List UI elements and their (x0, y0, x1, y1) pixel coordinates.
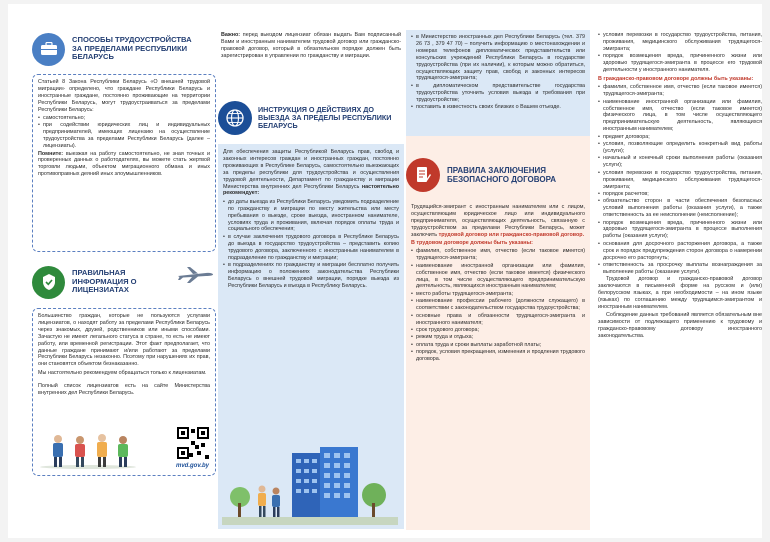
licensee-info-box (32, 308, 216, 476)
important-label: Важно: (221, 32, 241, 38)
list-item: • фамилия, собственное имя, отчество (если таковое имеется) трудящегося-эмигранта; (598, 84, 762, 98)
recommendation-paragraph: Мы настоятельно рекомендуем обращаться только к лицензиатам. (38, 369, 207, 376)
list-item: • срок трудового договора; (411, 327, 585, 334)
labor-contract-list (411, 248, 585, 363)
list-item: • порядок возмещения вреда, причиненного жизни или здоровью трудящегося-эмигранта в процессе его трудовой деятельности у иностранного нанимателя. (598, 53, 762, 74)
list-item: • условия перевозки в государство трудоустройства, питания, проживания, медицинского обслуживания трудящегося-эмигранта; (598, 170, 762, 191)
intro-text: Трудящийся-эмигрант с иностранным нанимателем или с лицом, осуществляющим юридическое лицо или индивидуального предпринимателя, осуществляющих деятельность, связанную с трудоустройством за пределами Республики Беларусь, может заключить (411, 204, 585, 238)
list-item: • предмет договора; (598, 134, 762, 141)
section-header-employment (32, 30, 216, 68)
list-item: • в подразделениях по гражданству и миграции бесплатно получить информацию о положениях законодательства Республики Беларусь о внешней трудовой миграции, порядке выезда из Республики Беларусь и въезда в Республику Беларусь. (223, 262, 399, 290)
important-note (218, 30, 404, 96)
airplane-icon (176, 264, 214, 284)
list-item: • наименование иностранной организации или фамилия, собственное имя, отчество (если таковое имеется) физического лица, в том числе осуществляющего предпринимательскую деятельность, являющихся иностранным нанимателем; (598, 99, 762, 134)
list-item: • условия, позволяющие определить конкретный вид работы (услуги); (598, 141, 762, 155)
warning-paragraph (38, 151, 210, 179)
labor-contract-heading: В трудовом договоре должны быть указаны: (411, 240, 533, 247)
list-item: • начальный и конечный сроки выполнения работы (оказания услуги); (598, 155, 762, 169)
section-header-instructions (218, 96, 404, 140)
language-paragraph: Трудовой договор и гражданско-правовой договор заключаются в письменной форме на русском и (или) белорусском языках, а при необходимости – на ином языке (языках) по соглашению между трудящимся-эмигрантом и иностранным нанимателем. (598, 276, 762, 310)
badge-check-icon (32, 266, 65, 299)
list-item: • основные права и обязанности трудящегося-эмигранта и иностранного нанимателя; (411, 313, 585, 327)
leaflet-sheet (8, 4, 762, 538)
licensee-list-paragraph: Полный список лицензиатов есть на сайте Министерства внутренних дел Республики Беларусь. (38, 382, 210, 396)
list-item: • оплата труда и сроки выплаты заработной платы; (411, 342, 585, 349)
contact-box (406, 30, 590, 136)
instructions-box (218, 144, 404, 529)
qr-code[interactable] (177, 427, 209, 459)
contract-content (406, 204, 590, 363)
paragraph: Большинство граждан, которые не пользуются услугами лицензиатов, о находят работу за пределами Республики Беларусь через знакомых, друзей, родственников или иными способами. Зачастую не имеют легального статуса в стране, то есть не имеют работу, или временной регистрации. Этот факт предполагает, что данные граждане принимают и/или работают за пределами Республики Беларусь незаконно. Поэтому при нарушениях их прав, они становятся объектом безнаказанно. (38, 313, 210, 368)
contact-list (411, 34, 585, 111)
list-item: • в дипломатическом представительстве государства трудоустройства уточнить условия выезда и требования при трудоустройстве; (411, 83, 585, 104)
list-item: • поставить в известность своих близких о Вашем отъезде. (411, 104, 585, 111)
intro-paragraph (411, 204, 585, 239)
briefcase-icon (32, 33, 65, 66)
list-item: • в Министерство иностранных дел Республики Беларусь (тел. 379 26 73 , 379 47 70) – получить информацию о местонахождении и номерах телефонов дипломатических представительств или консульских учреждений Республики Беларусь в государстве трудоустройства (при их наличии), к которым можно обратиться, осуществляющих защиту прав, свобод и законных интересов трудящегося-эмигранта; (411, 34, 585, 82)
section-header-contract (406, 152, 590, 198)
intro-paragraph (223, 149, 399, 197)
compliance-paragraph: Соблюдение данных требований является обязательным вне зависимости от подлежащего применению к трудовому и гражданско-правовому договору иностранного законодательства. (598, 312, 762, 340)
intro-emphasis: трудовой договор или гражданско-правовой договор. (438, 231, 585, 238)
list-item: • фамилия, собственное имя, отчество (если таковое имеется) трудящегося-эмигранта; (411, 248, 585, 262)
list-item: • порядок, условия прекращения, изменения и продления трудового договора. (411, 349, 585, 363)
section-title: ПРАВИЛА ЗАКЛЮЧЕНИЯ БЕЗОПАСНОГО ДОГОВОРА (447, 166, 556, 184)
list-item: • самостоятельно; (38, 115, 210, 122)
employment-info-box (32, 74, 216, 252)
intro-emphasis: настоятельно рекомендует: (223, 183, 399, 197)
important-text: перед выездом лицензиат обязан выдать Вам подписанный Вами и иностранным нанимателем трудовой договор или гражданско-правовой договор, который в обязательном порядке должен быть зарегистрирован в управлении по гражданству и миграции. (221, 32, 401, 59)
warning-text: выезжая на работу самостоятельно, не зная точных и проверенных данных о работодателях, вы можете стать жертвой торговли людьми, объектом миграционного обмана и иных противоправных деяний иных злоумышленников. (38, 150, 210, 178)
list-item: • ответственность за просрочку выплаты вознаграждения за выполнение работы (оказание услуги). (598, 262, 762, 276)
list-item: • при содействии юридических лиц и индивидуальных предпринимателей, имеющих лицензию на осуществление трудоустройства за пределами Республики Беларусь (далее – лицензиаты). (38, 122, 210, 150)
list-item: • основания для досрочного расторжения договора, а также срок и порядок предупреждения сторон договора о намерении досрочно его расторгнуть; (598, 241, 762, 262)
document-pen-icon (406, 158, 440, 192)
employment-method-list (38, 115, 210, 150)
panel-instructions (218, 30, 404, 530)
section-title: СПОСОБЫ ТРУДОУСТРОЙСТВА ЗА ПРЕДЕЛАМИ РЕСПУБЛИКИ БЕЛАРУСЬ (72, 35, 192, 62)
list-item: • порядок возмещения вреда, причиненного жизни или здоровью трудящегося-эмигранта в процессе выполнения работы (оказания услуги); (598, 220, 762, 241)
warning-label: Помните: (38, 150, 64, 157)
intro-paragraph: Статьей 8 Закона Республики Беларусь «О внешней трудовой миграции» определено, что граждане Республики Беларусь и иностранные граждане, постоянно проживающие на территории Республики Беларусь, могут трудоустраиваться за пределами Республики Беларусь: (38, 79, 210, 113)
list-item: • наименование иностранной организации или фамилия, собственное имя, отчество (если таковое имеется) физического лица, в том числе осуществляющего предпринимательскую деятельность, являющихся иностранным нанимателем; (411, 263, 585, 291)
list-item: • в случае заключения трудового договора в Республике Беларусь до выезда в государство трудоустройства – представить копию трудового договора, заключенного с иностранным нанимателем в подразделение по гражданству и миграции; (223, 234, 399, 262)
section-header-licensees (32, 260, 216, 304)
section-title: ПРАВИЛЬНАЯ ИНФОРМАЦИЯ О ЛИЦЕНЗИАТАХ (72, 268, 137, 295)
panel-employment-methods (32, 30, 216, 530)
globe-icon (218, 101, 252, 135)
section-title: ИНСТРУКЦИЯ О ДЕЙСТВИЯХ ДО ВЫЕЗДА ЗА ПРЕДЕЛЫ РЕСПУБЛИКИ БЕЛАРУСЬ (258, 105, 392, 130)
list-item: • место работы трудящегося-эмигранта; (411, 291, 585, 298)
list-item: • до даты выезда из Республики Беларусь уведомить подразделение по гражданству и миграции по месту жительства или месту пребывания о выезде, сроке выезда, иностранном нанимателе, условиях труда и проживания, включая порядок оплаты труда и социального обеспечения; (223, 199, 399, 234)
list-item: • режим труда и отдыха; (411, 334, 585, 341)
intro-text: Для обеспечения защиты Республикой Беларусь прав, свобод и законных интересов граждан и иностранных граждан, постоянно проживающих в Республике Беларусь, самостоятельно выезжающих за пределы республики для трудоустройства и осуществления трудовой деятельности, Департамент по гражданству и миграции Министерства внутренних дел Республики Беларусь (223, 149, 399, 190)
continued-list (598, 32, 762, 74)
list-item: • порядок расчетов; (598, 191, 762, 198)
city-illustration (222, 445, 398, 525)
list-item: • наименование профессии рабочего (должности служащего) в соответствии с законодательством государства трудоустройства; (411, 298, 585, 312)
list-item: • обязательство сторон в части обеспечения безопасных условий выполнения работы (оказания услуги), а также ответственность за ее неисполнение (неисполнение); (598, 198, 762, 219)
recommendation-list (223, 199, 399, 290)
panel-civil-contract (592, 30, 766, 530)
list-item: • условия перевозки в государство трудоустройства, питания, проживания, медицинского обслуживания трудящегося-эмигранта; (598, 32, 762, 53)
people-illustration (38, 431, 138, 469)
panel-contract-rules (406, 30, 590, 530)
website-link[interactable]: mvd.gov.by (175, 463, 209, 470)
civil-contract-heading: В гражданско-правовом договоре должны быть указаны: (598, 75, 754, 82)
civil-contract-list (598, 84, 762, 275)
civil-contract-content (592, 30, 766, 340)
